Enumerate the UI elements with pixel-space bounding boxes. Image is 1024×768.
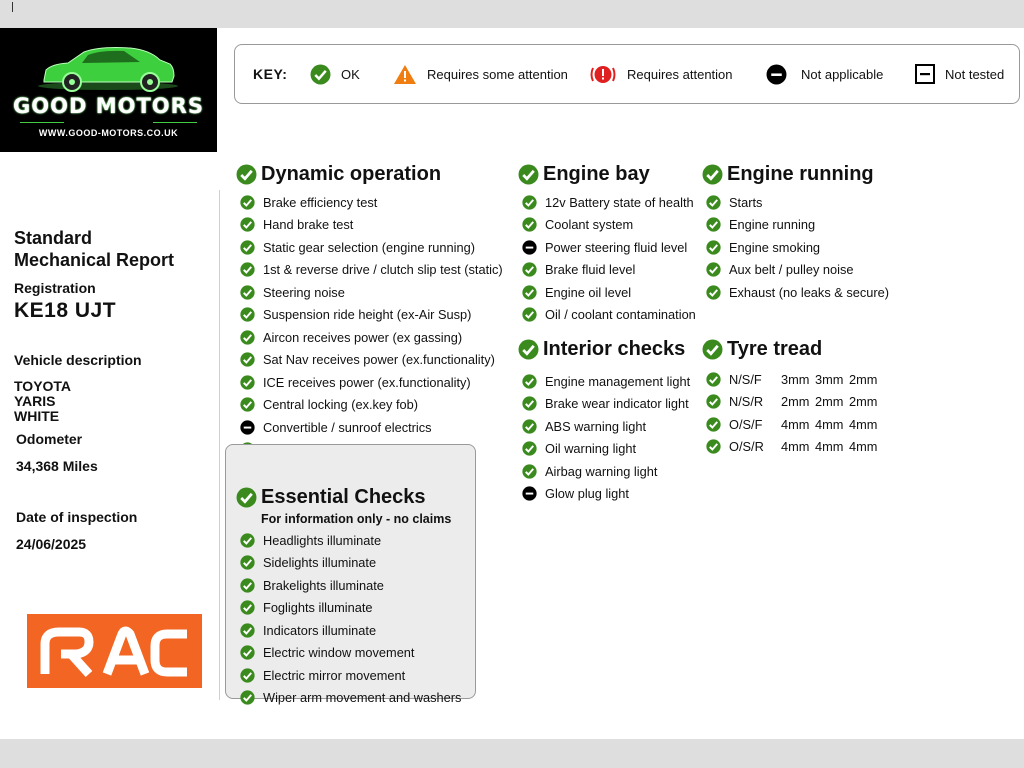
registration-label: Registration <box>14 280 96 296</box>
check-item <box>518 370 690 393</box>
check-item <box>236 371 503 394</box>
check-item-label: Convertible / sunroof electrics <box>263 419 432 435</box>
ok-icon <box>706 394 721 409</box>
check-item-label: Brakelights illuminate <box>263 577 384 593</box>
check-item-label: Hand brake test <box>263 217 354 233</box>
check-item <box>518 214 696 237</box>
brand-url: WWW.GOOD-MOTORS.CO.UK <box>38 128 179 138</box>
report-title <box>14 227 174 271</box>
ok-icon <box>522 419 537 434</box>
check-item <box>236 304 503 327</box>
ok-icon <box>522 285 537 300</box>
ok-icon <box>522 195 537 210</box>
section-engine-running <box>702 161 889 304</box>
check-item-label: Engine running <box>729 217 816 233</box>
report-title-line2: Mechanical Report <box>14 250 175 270</box>
check-item <box>236 214 503 237</box>
ok-icon <box>522 396 537 411</box>
check-item <box>518 281 696 304</box>
check-item <box>518 259 696 282</box>
check-item <box>518 236 696 259</box>
key-item-alert <box>589 45 733 103</box>
check-item <box>236 191 503 214</box>
alert-icon <box>589 64 617 85</box>
column-divider <box>219 190 220 700</box>
check-item <box>518 483 690 506</box>
ok-icon <box>240 330 255 345</box>
tyre-depth: 3mm <box>781 371 810 387</box>
check-item-label: Brake fluid level <box>545 262 636 278</box>
not-applicable-icon <box>522 240 537 255</box>
ok-icon <box>706 285 721 300</box>
check-item <box>702 236 889 259</box>
check-item-label: Indicators illuminate <box>263 622 377 638</box>
check-item <box>702 214 889 237</box>
check-item <box>236 664 461 687</box>
vehicle-description <box>14 379 71 424</box>
rac-logo-mark <box>27 614 202 688</box>
essential-list <box>236 529 461 709</box>
check-item-label: Airbag warning light <box>545 463 658 479</box>
check-item-label: Aircon receives power (ex gassing) <box>263 329 463 345</box>
tyre-depth: 2mm <box>815 394 844 410</box>
tyre-row <box>702 413 883 436</box>
check-item <box>236 687 461 710</box>
logo-underline-right <box>153 122 197 123</box>
tyre-depth: 4mm <box>849 416 878 432</box>
section-ok-icon <box>518 164 539 185</box>
check-item-label: ABS warning light <box>545 418 647 434</box>
tyre-depth: 3mm <box>815 371 844 387</box>
ok-icon <box>240 668 255 683</box>
ok-icon <box>706 240 721 255</box>
odometer-value: 34,368 Miles <box>16 458 98 474</box>
car-icon <box>0 28 217 98</box>
check-item <box>236 416 503 439</box>
section-interior-checks <box>518 336 690 505</box>
check-item-label: Central locking (ex.key fob) <box>263 397 419 413</box>
ok-icon <box>240 307 255 322</box>
registration-value: KE18 UJT <box>14 299 117 322</box>
check-item-label: Sat Nav receives power (ex.functionality) <box>263 352 495 368</box>
section-interior-title-text: Interior checks <box>543 337 686 360</box>
check-item <box>518 393 690 416</box>
key-item-warning <box>393 45 568 103</box>
interior-list <box>518 370 690 505</box>
check-item-label: Foglights illuminate <box>263 600 373 616</box>
tyre-depth: 4mm <box>815 416 844 432</box>
section-engine-bay-title <box>518 161 696 187</box>
section-dynamic-title-text: Dynamic operation <box>261 162 442 185</box>
tyre-depth: 4mm <box>815 439 844 455</box>
check-item-label: Brake efficiency test <box>263 194 378 210</box>
check-item-label: ICE receives power (ex.functionality) <box>263 374 471 390</box>
ok-icon <box>706 217 721 232</box>
ok-icon <box>522 262 537 277</box>
tyre-depth: 2mm <box>849 394 878 410</box>
section-engine-bay <box>518 161 696 326</box>
ok-icon <box>706 417 721 432</box>
check-item-label: Sidelights illuminate <box>263 555 377 571</box>
check-item-label: Engine oil level <box>545 284 632 300</box>
key-na-label: Not applicable <box>801 66 884 82</box>
check-item <box>236 259 503 282</box>
section-essential-checks <box>236 484 461 709</box>
tyre-depth: 4mm <box>849 439 878 455</box>
ok-icon <box>240 600 255 615</box>
check-item <box>236 394 503 417</box>
check-item-label: Exhaust (no leaks & secure) <box>729 284 890 300</box>
not-applicable-icon <box>240 420 255 435</box>
check-item <box>236 529 461 552</box>
ok-icon <box>706 262 721 277</box>
not-applicable-icon <box>766 64 787 85</box>
ok-icon <box>240 623 255 638</box>
check-item-label: Aux belt / pulley noise <box>729 262 854 278</box>
ok-icon <box>240 397 255 412</box>
odometer-label: Odometer <box>16 431 83 447</box>
check-item-label: Engine smoking <box>729 239 821 255</box>
check-item <box>236 552 461 575</box>
ok-icon <box>240 533 255 548</box>
engine-running-list <box>702 191 889 304</box>
section-dynamic-operation <box>236 161 503 461</box>
not-applicable-icon <box>522 486 537 501</box>
section-engine-running-title-text: Engine running <box>727 162 874 185</box>
check-item <box>236 574 461 597</box>
warning-icon <box>393 64 417 85</box>
cursor-mark <box>12 2 13 12</box>
ok-icon <box>522 307 537 322</box>
report-title-line1: Standard <box>14 228 93 248</box>
key-not-tested-label: Not tested <box>945 66 1005 82</box>
vehicle-colour: WHITE <box>14 408 60 424</box>
check-item-label: Oil / coolant contamination <box>545 307 696 323</box>
tyre-position: N/S/F <box>729 371 762 387</box>
check-item-label: 1st & reverse drive / clutch slip test (static) <box>263 262 503 278</box>
tyre-depth: 4mm <box>781 416 810 432</box>
check-item <box>236 619 461 642</box>
ok-icon <box>240 555 255 570</box>
tyre-depth: 4mm <box>781 439 810 455</box>
ok-icon <box>310 64 331 85</box>
tyre-position: N/S/R <box>729 394 764 410</box>
inspection-date-label: Date of inspection <box>16 509 138 525</box>
check-item <box>236 326 503 349</box>
key-label: KEY: <box>253 66 288 82</box>
good-motors-logo <box>0 28 217 152</box>
section-ok-icon <box>236 164 257 185</box>
tyre-position: O/S/F <box>729 416 763 432</box>
not-tested-icon <box>915 64 935 84</box>
section-ok-icon <box>702 339 723 360</box>
check-item-label: Oil warning light <box>545 441 637 457</box>
check-item <box>518 438 690 461</box>
key-item-ok <box>310 45 360 103</box>
section-engine-running-title <box>702 161 889 187</box>
check-item <box>236 349 503 372</box>
check-item-label: Power steering fluid level <box>545 239 688 255</box>
ok-icon <box>240 645 255 660</box>
check-item-label: 12v Battery state of health <box>545 194 694 210</box>
tyre-row <box>702 391 883 414</box>
ok-icon <box>240 375 255 390</box>
ok-icon <box>240 195 255 210</box>
check-item <box>702 191 889 214</box>
check-item <box>236 281 503 304</box>
check-item <box>702 259 889 282</box>
check-item-label: Brake wear indicator light <box>545 396 689 412</box>
dynamic-list <box>236 191 503 461</box>
check-item-label: Headlights illuminate <box>263 532 382 548</box>
check-item-label: Static gear selection (engine running) <box>263 239 475 255</box>
vehicle-description-label: Vehicle description <box>14 352 142 368</box>
section-engine-bay-title-text: Engine bay <box>543 162 650 185</box>
section-essential-title-text: Essential Checks <box>261 485 426 508</box>
check-item <box>518 191 696 214</box>
tyre-row <box>702 368 883 391</box>
key-alert-label: Requires attention <box>627 66 733 82</box>
tyre-position: O/S/R <box>729 439 764 455</box>
section-dynamic-title <box>236 161 503 187</box>
ok-icon <box>522 464 537 479</box>
section-tyre-title <box>702 336 883 362</box>
check-item-label: Suspension ride height (ex-Air Susp) <box>263 307 472 323</box>
logo-underline-left <box>20 122 64 123</box>
section-essential-title <box>236 484 461 510</box>
key-ok-label: OK <box>341 66 360 82</box>
section-ok-icon <box>518 339 539 360</box>
inspection-date-value: 24/06/2025 <box>16 536 87 552</box>
engine-bay-list <box>518 191 696 326</box>
key-item-not-tested <box>915 45 1004 103</box>
check-item-label: Wiper arm movement and washers <box>263 690 462 706</box>
ok-icon <box>240 352 255 367</box>
ok-icon <box>240 578 255 593</box>
check-item-label: Starts <box>729 194 763 210</box>
brand-name: GOOD MOTORS <box>13 94 204 118</box>
key-warning-label: Requires some attention <box>427 66 568 82</box>
rac-logo <box>27 614 202 688</box>
ok-icon <box>240 217 255 232</box>
section-ok-icon <box>236 487 257 508</box>
check-item <box>518 304 696 327</box>
tyre-depth: 2mm <box>849 371 878 387</box>
ok-icon <box>240 285 255 300</box>
essential-subtitle: For information only - no claims <box>261 512 452 526</box>
check-item <box>236 597 461 620</box>
check-item <box>236 642 461 665</box>
key-legend <box>234 44 1020 104</box>
check-item-label: Engine management light <box>545 373 691 389</box>
check-item-label: Electric mirror movement <box>263 667 406 683</box>
ok-icon <box>706 439 721 454</box>
section-tyre-tread <box>702 336 883 458</box>
tyre-depth: 2mm <box>781 394 810 410</box>
ok-icon <box>522 374 537 389</box>
check-item-label: Electric window movement <box>263 645 415 661</box>
tyre-list <box>702 368 883 458</box>
section-tyre-title-text: Tyre tread <box>727 337 823 360</box>
ok-icon <box>522 217 537 232</box>
check-item <box>518 415 690 438</box>
check-item <box>518 460 690 483</box>
ok-icon <box>240 262 255 277</box>
check-item-label: Coolant system <box>545 217 634 233</box>
tyre-row <box>702 436 883 459</box>
vehicle-make: TOYOTA <box>14 378 72 394</box>
section-ok-icon <box>702 164 723 185</box>
check-item-label: Glow plug light <box>545 486 629 502</box>
vehicle-model: YARIS <box>14 393 56 409</box>
ok-icon <box>240 690 255 705</box>
check-item <box>702 281 889 304</box>
key-item-na <box>766 45 883 103</box>
ok-icon <box>706 372 721 387</box>
ok-icon <box>706 195 721 210</box>
check-item <box>236 236 503 259</box>
section-interior-title <box>518 336 690 362</box>
ok-icon <box>522 441 537 456</box>
ok-icon <box>240 240 255 255</box>
check-item-label: Steering noise <box>263 284 345 300</box>
